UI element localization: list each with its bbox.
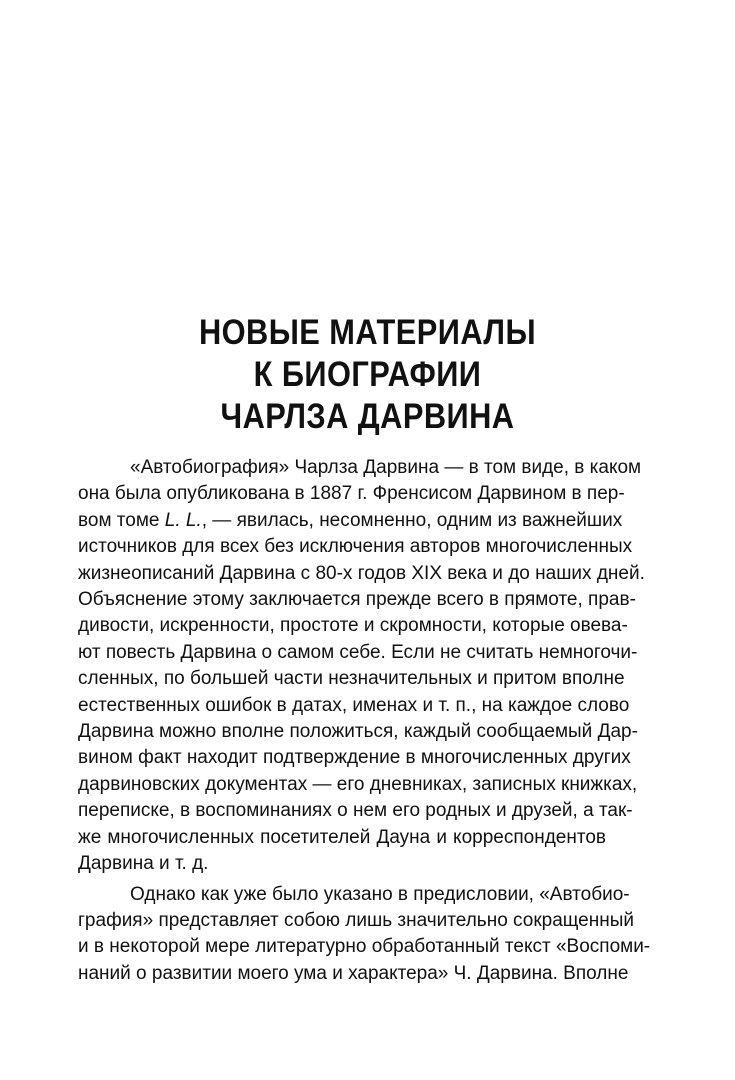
- chapter-title-line-1: НОВЫЕ МАТЕРИАЛЫ: [198, 313, 537, 352]
- text-line: графия» представляет собою лишь значительно сокращенный: [78, 909, 635, 931]
- chapter-title: [44, 312, 691, 438]
- text-line: и в некоторой мере литературно обработанный текст «Воспоми-: [78, 936, 651, 958]
- text-line: ют повесть Дарвина о самом себе. Если не считать немногочи-: [78, 641, 638, 663]
- italic-reference: L. L.: [164, 509, 202, 531]
- chapter-title-line-3: ЧАРЛЗА ДАРВИНА: [220, 397, 515, 436]
- text-fragment: вом томе: [78, 509, 165, 531]
- text-line: сленных, по большей части незначительных и притом вполне: [78, 668, 625, 690]
- text-line: переписке, в воспоминаниях о нем его родных и друзей, а так-: [78, 800, 633, 822]
- text-line: же многочисленных посетителей Дауна и корреспондентов: [78, 826, 606, 848]
- body-text: [78, 455, 651, 987]
- text-fragment: , — явилась, несомненно, одним из важнейших: [201, 509, 623, 531]
- chapter-title-line-2: К БИОГРАФИИ: [253, 355, 482, 394]
- text-line: Объяснение этому заключается прежде всего в прямоте, прав-: [78, 589, 636, 611]
- text-line: Дарвина можно вполне положиться, каждый сообщаемый Дар-: [78, 721, 638, 743]
- text-line: наний о развитии моего ума и характера» Ч. Дарвина. Вполне: [78, 962, 629, 984]
- paragraph-1: [78, 455, 645, 878]
- text-line: жизнеописаний Дарвина с 80-х годов XIX века и до наших дней.: [78, 562, 645, 584]
- text-line: вином факт находит подтверждение в многочисленных других: [78, 747, 631, 769]
- text-line: Дарвина и т. д.: [78, 853, 209, 875]
- paragraph-2: [78, 882, 651, 988]
- text-line: источников для всех без исключения авторов многочисленных: [78, 536, 633, 558]
- text-line: «Автобиография» Чарлза Дарвина — в том виде, в каком: [130, 457, 642, 478]
- text-line-with-reference: [78, 508, 623, 534]
- text-line: естественных ошибок в датах, именах и т. п., на каждое слово: [78, 694, 630, 716]
- text-line: Однако как уже было указано в предисловии, «Автобио-: [130, 883, 630, 905]
- text-line: дивости, искренности, простоте и скромности, которые овева-: [78, 615, 628, 637]
- text-line: дарвиновских документах — его дневниках, записных книжках,: [78, 773, 638, 795]
- text-line: она была опубликована в 1887 г. Френсисом Дарвином в пер-: [78, 483, 625, 505]
